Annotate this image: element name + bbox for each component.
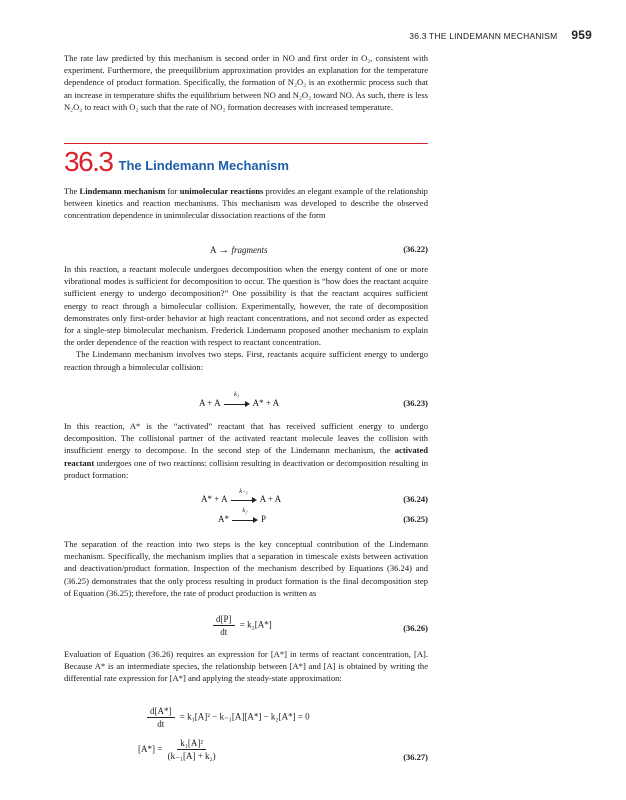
paragraph-text: The separation of the reaction into two steps is the key conceptual contribution of the Lindemann mechanism. Specifically, the mechanism implies that a separation in timescale exists between activation and deactivation/product formation. Inspection of the mechanism described by Equations (36.24) and (36.25) demonstrates that the only process resulting in product formation is the final decomposition step of Equation (36.25); therefore, the rate of product production is written as xyxy=(64,539,428,598)
eq-numerator: k₁[A]² xyxy=(177,738,206,750)
section-number: 36.3 xyxy=(64,146,113,177)
intro-paragraph: The rate law predicted by this mechanism is second order in NO and first order in O₂, consistent with experiment. Furthermore, the preequilibrium approximation provides an explanation for the temperature dependence of product formation. Specifically, the formation of N₂O₂ is an exothermic process such that an increase in temperature shifts the equilibrium between NO and N₂O₂ toward NO. As such, there is less N₂O₂ to react with O₂ such that the rate of NO₂ formation decreases with increased temperature. xyxy=(64,53,428,112)
eq-rhs: A* + A xyxy=(252,398,280,408)
eq-rhs: = k₁[A]² − k₋₁[A][A*] − k₂[A*] = 0 xyxy=(179,711,310,722)
reaction-arrow xyxy=(232,506,258,524)
text: for xyxy=(165,186,180,196)
paragraph-text: In this reaction, a reactant molecule undergoes decomposition when the energy content of one or more vibrational modes is sufficient for decomposition to occur. The question is “how does the reactant acquire sufficient energy to undergo decomposition?” One possibility is that the reactant acquires sufficient energy to react through a bimolecular collision. Experimentally, however, the rate of decomposition demonstrates only first-order behavior at high reactant concentrations, and not second order as expected for a single-step bimolecular mechanism. Frederick Lindemann proposed another mechanism to explain the order dependence of the reaction with respect to reactant concentration. xyxy=(64,264,428,348)
text: undergoes one of two reactions: collision resulting in deactivation or decomposition resulting in product formation: xyxy=(64,457,428,480)
reaction-arrow xyxy=(231,487,257,504)
equation-number: (36.22) xyxy=(403,244,428,254)
text: provides an elegant example of the relationship between kinetics and reaction mechanisms. This mechanism was developed to describe the observed concentration dependence in unimolecular dissociation reactions of the form xyxy=(64,186,428,221)
paragraph-2 xyxy=(64,263,428,373)
running-header xyxy=(409,28,592,42)
equation-steady-state xyxy=(64,706,428,738)
eq-denominator: (k₋₁[A] + k₂) xyxy=(167,751,216,761)
intro-paragraph-block xyxy=(64,52,428,113)
eq-denominator: dt xyxy=(157,719,165,729)
equation-number: (36.24) xyxy=(403,494,428,504)
section-rule xyxy=(64,143,428,144)
section-title: The Lindemann Mechanism xyxy=(118,158,289,173)
term-activated-reactant: activated reactant xyxy=(64,445,428,468)
paragraph-1 xyxy=(64,185,428,222)
eq-lhs: A* xyxy=(218,514,229,524)
reaction-arrow xyxy=(224,390,250,408)
term-unimolecular-reactions: unimolecular reactions xyxy=(179,186,264,196)
equation-number: (36.25) xyxy=(403,514,428,524)
equation-number: (36.27) xyxy=(403,752,428,762)
eq-rhs: = k₂[A*] xyxy=(239,619,272,630)
equation-36-27 xyxy=(64,738,428,770)
equation-36-22: A → fragments (36.22) xyxy=(210,244,428,256)
page-number: 959 xyxy=(571,28,592,42)
eq-lhs: A xyxy=(210,245,217,255)
equation-number: (36.26) xyxy=(403,623,428,633)
eq-lhs: [A*] = xyxy=(138,744,163,755)
paragraph-4 xyxy=(64,420,428,481)
equation-36-26 xyxy=(64,612,428,644)
text: In this reaction, A* is the “activated” reactant that has received sufficient energy to undergo decomposition. The collisional partner of the activated reactant molecule leaves the collision with insufficient energy to decompose. In the second step of the Lindemann mechanism, the xyxy=(64,421,428,456)
equation-36-23 xyxy=(64,390,428,414)
eq-numerator: d[P] xyxy=(213,614,235,626)
eq-numerator: d[A*] xyxy=(147,706,175,718)
paragraph-5 xyxy=(64,538,428,599)
eq-lhs: A + A xyxy=(199,398,221,408)
rate-constant: k₂ xyxy=(242,506,248,514)
running-title: 36.3 THE LINDEMANN MECHANISM xyxy=(409,31,558,41)
paragraph-text: Evaluation of Equation (36.26) requires an expression for [A*] in terms of reactant concentration, [A]. Because A* is an intermediate species, the relationship between [A*] and [A] is obtained by writing the differential rate expression for [A*] and applying the steady-state approximation: xyxy=(64,649,428,684)
eq-rhs: P xyxy=(261,514,267,524)
eq-denominator: dt xyxy=(220,627,228,637)
equation-36-25 xyxy=(64,506,428,530)
rate-constant: k₁ xyxy=(234,390,240,398)
eq-rhs: fragments xyxy=(231,245,268,255)
text: The xyxy=(64,186,80,196)
term-lindemann-mechanism: Lindemann mechanism xyxy=(79,186,166,196)
paragraph-text: The Lindemann mechanism involves two steps. First, reactants acquire sufficient energy to undergo reaction through a bimolecular collision: xyxy=(64,349,428,372)
rate-constant: k₋₁ xyxy=(239,487,248,495)
paragraph-6 xyxy=(64,648,428,685)
eq-lhs: A* + A xyxy=(201,494,228,504)
equation-number: (36.23) xyxy=(403,398,428,408)
eq-rhs: A + A xyxy=(259,494,282,504)
section-heading xyxy=(64,147,289,177)
